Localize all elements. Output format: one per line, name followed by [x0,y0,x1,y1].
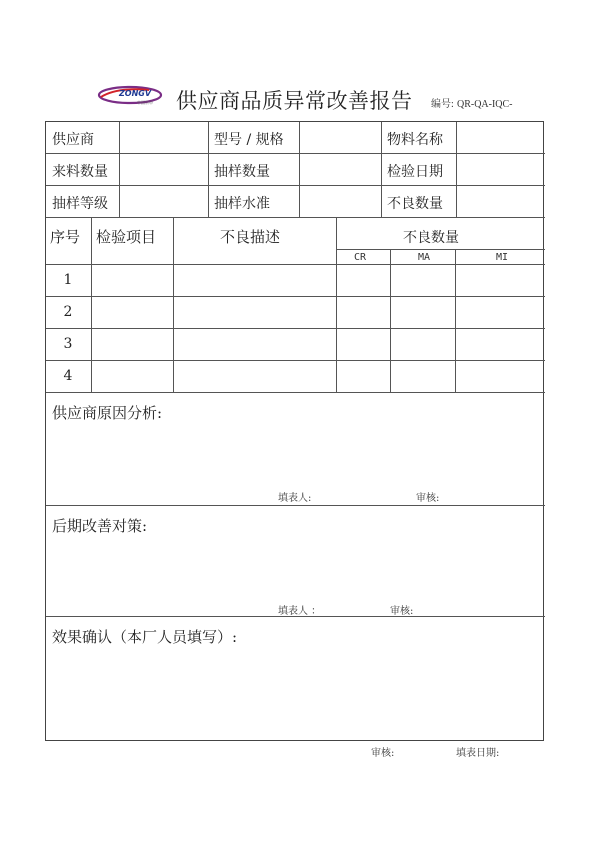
row2-ma-field[interactable] [391,297,455,328]
effect-confirmation-field[interactable] [47,646,544,740]
model-spec-label: 型号 / 规格 [214,132,284,148]
row2-cr-field[interactable] [337,297,390,328]
row1-item-field[interactable] [92,265,173,296]
row-number: 1 [63,272,73,288]
row1-cr-field[interactable] [337,265,390,296]
row4-desc-field[interactable] [174,361,336,392]
material-name-field[interactable] [457,123,544,153]
row3-mi-field[interactable] [456,329,544,360]
sample-qty-field[interactable] [300,154,381,185]
improvement-filler-label: 填表人 ： [278,606,322,617]
cause-analysis-field[interactable] [47,422,544,484]
divider [381,122,382,217]
inspection-date-field[interactable] [457,154,544,185]
row1-desc-field[interactable] [174,265,336,296]
col-item-header: 检验项目 [96,228,157,246]
row3-cr-field[interactable] [337,329,390,360]
sampling-grade-label: 抽样等级 [52,196,108,212]
divider [46,505,545,506]
col-mi-header: MI [496,252,509,263]
supplier-label: 供应商 [52,132,94,148]
logo-subtext: 中国宗申 [137,100,153,105]
supplier-field[interactable] [120,123,208,153]
divider [208,122,209,217]
cause-filler-label: 填表人: [278,493,312,504]
row-number: 4 [63,368,73,384]
row2-mi-field[interactable] [456,297,544,328]
report-header [0,0,600,120]
inspection-date-label: 检验日期 [387,164,443,180]
footer-date-label: 填表日期: [456,748,500,759]
row4-item-field[interactable] [92,361,173,392]
col-cr-header: CR [354,252,367,263]
row1-ma-field[interactable] [391,265,455,296]
material-name-label: 物料名称 [387,132,443,148]
row-number: 2 [63,304,73,320]
incoming-qty-field[interactable] [120,154,208,185]
cause-reviewer-label: 审核: [416,493,440,504]
divider [336,249,545,250]
improvement-label: 后期改善对策: [52,517,148,535]
row2-desc-field[interactable] [174,297,336,328]
row2-item-field[interactable] [92,297,173,328]
incoming-qty-label: 来料数量 [52,164,108,180]
divider [46,217,545,218]
company-logo [97,84,167,106]
logo-text: ZONGV [119,89,152,98]
page-title: 供应商品质异常改善报告 [176,89,413,113]
row-number: 3 [63,336,73,352]
sampling-level-field[interactable] [300,186,381,217]
row4-mi-field[interactable] [456,361,544,392]
defect-qty-label: 不良数量 [387,196,443,212]
col-seq-header: 序号 [50,228,81,246]
cause-analysis-label: 供应商原因分析: [52,404,163,422]
row4-cr-field[interactable] [337,361,390,392]
document-number [431,95,513,110]
model-spec-field[interactable] [300,123,381,153]
row3-item-field[interactable] [92,329,173,360]
sampling-level-label: 抽样水准 [214,196,270,212]
row3-desc-field[interactable] [174,329,336,360]
doc-no-label: 编号: [431,99,454,110]
defect-qty-field[interactable] [457,186,544,217]
doc-no-value: QR-QA-IQC- [456,99,513,110]
col-ma-header: MA [418,252,431,263]
sample-qty-label: 抽样数量 [214,164,270,180]
effect-confirmation-label: 效果确认（本厂人员填写）: [52,628,238,646]
improvement-reviewer-label: 审核: [390,606,414,617]
sampling-grade-field[interactable] [120,186,208,217]
row1-mi-field[interactable] [456,265,544,296]
col-desc-header: 不良描述 [220,228,281,246]
improvement-field[interactable] [47,535,544,597]
row3-ma-field[interactable] [391,329,455,360]
divider [46,392,545,393]
report-form [45,121,544,741]
row4-ma-field[interactable] [391,361,455,392]
col-qty-header: 不良数量 [403,230,459,246]
footer-reviewer-label: 审核: [371,748,395,759]
